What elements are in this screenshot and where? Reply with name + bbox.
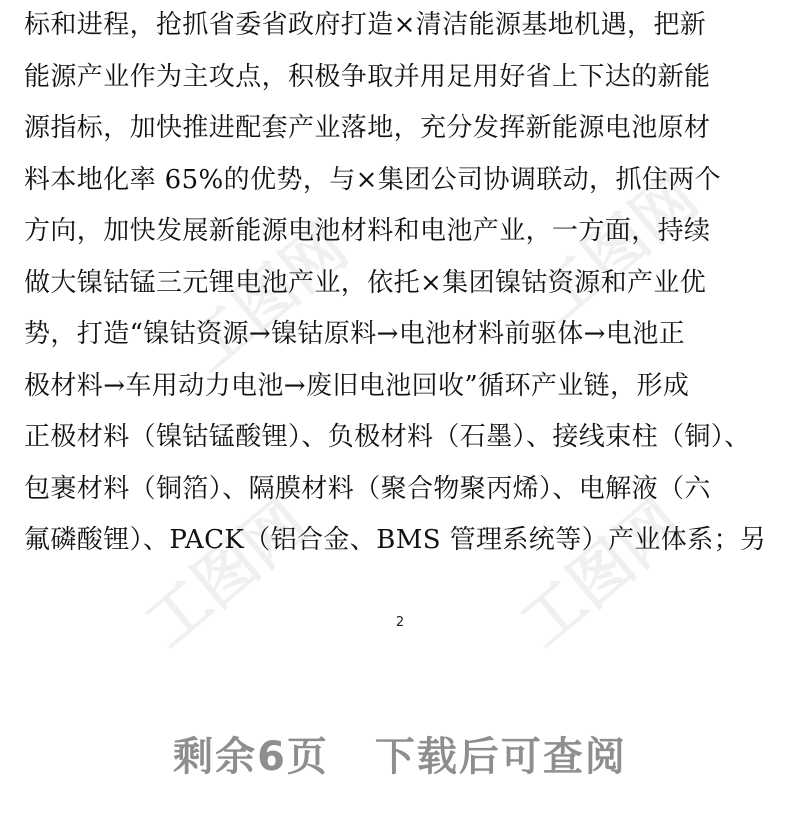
remaining-pages-banner[interactable] — [0, 725, 800, 782]
watermark: 工图网 — [131, 485, 321, 662]
text-line: 做大镍钴锰三元锂电池产业，依托×集团镍钴资源和产业优 — [24, 267, 707, 298]
remaining-pages-label[interactable]: 剩余6页 — [173, 734, 329, 780]
text-line: 能源产业作为主攻点，积极争取并用足用好省上下达的新能 — [24, 61, 711, 92]
watermark: 工图网 — [506, 485, 696, 662]
text-line: 源指标，加快推进配套产业落地，充分发挥新能源电池原材 — [24, 113, 711, 143]
document-body — [24, 0, 776, 567]
text-line: 氟磷酸锂）、PACK（铝合金、BMS 管理系统等）产业体系；另 — [24, 525, 767, 555]
text-line: 包裹材料（铜箔）、隔膜材料（聚合物聚丙烯）、电解液（六 — [24, 473, 711, 504]
download-to-view-label[interactable]: 下载后可查阅 — [374, 734, 627, 780]
text-line: 方向，加快发展新能源电池材料和电池产业，一方面，持续 — [24, 216, 711, 246]
text-line: 势，打造“镍钴资源→镍钴原料→电池材料前驱体→电池正 — [24, 319, 686, 349]
watermark: 工图网 — [521, 160, 711, 337]
watermark: 工图网 — [171, 210, 361, 387]
text-line: 料本地化率 65%的优势，与×集团公司协调联动，抓住两个 — [24, 164, 722, 195]
text-line: 极材料→车用动力电池→废旧电池回收”循环产业链，形成 — [24, 370, 690, 401]
page-number: 2 — [395, 615, 405, 630]
text-line: 标和进程，抢抓省委省政府打造×清洁能源基地机遇，把新 — [24, 10, 707, 40]
text-line: 正极材料（镍钴锰酸锂）、负极材料（石墨）、接线束柱（铜）、 — [24, 422, 751, 452]
